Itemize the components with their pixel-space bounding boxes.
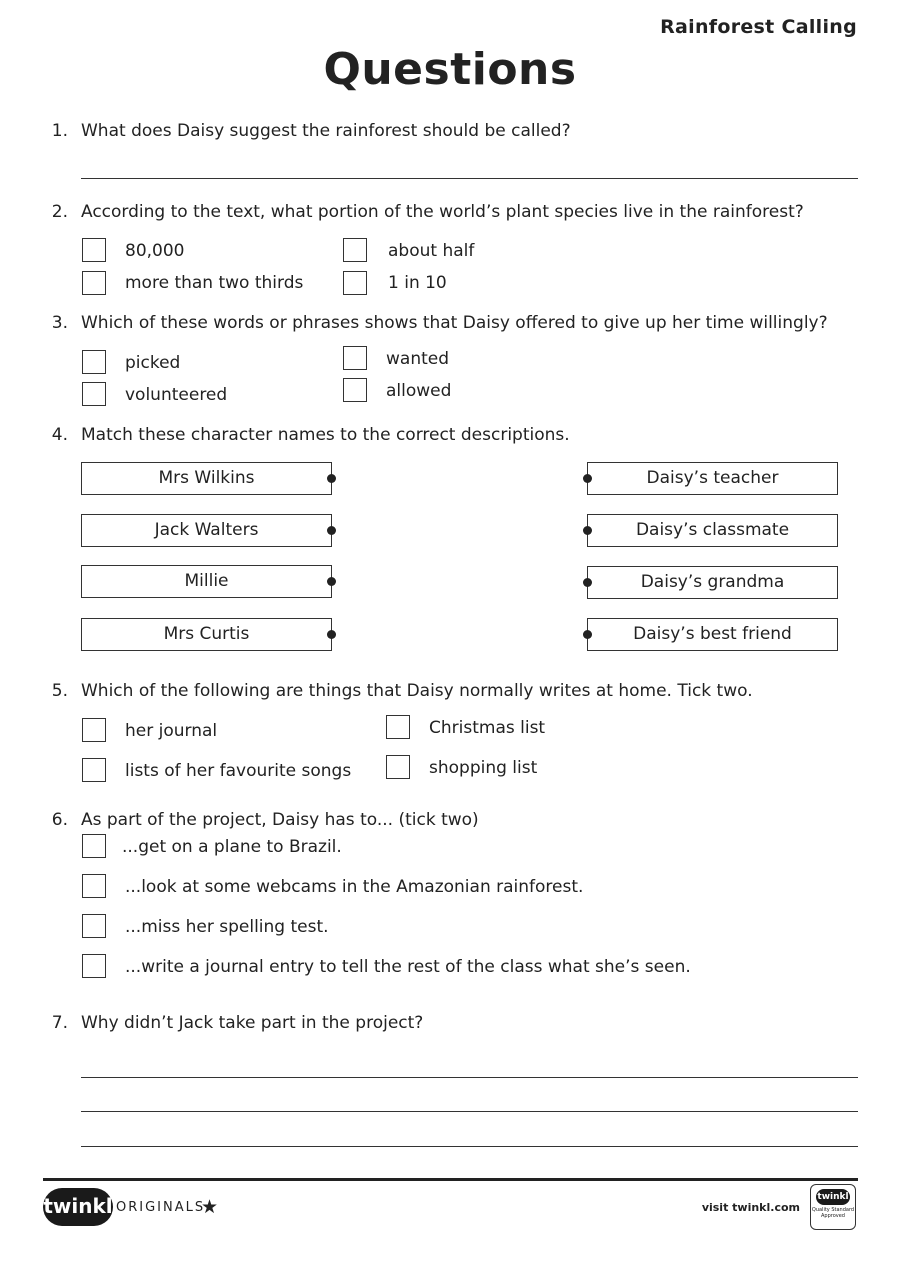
question-6-number: 6. xyxy=(51,810,68,830)
checkbox-q6-journal-entry[interactable] xyxy=(82,954,106,978)
page-title: Questions xyxy=(323,44,577,95)
option-q2-80000: 80,000 xyxy=(125,241,185,261)
quality-badge-icon xyxy=(810,1184,856,1230)
option-q5-shopping-list: shopping list xyxy=(429,758,538,778)
checkbox-q5-her-journal[interactable] xyxy=(82,718,106,742)
option-q3-wanted: wanted xyxy=(386,349,450,369)
option-q3-volunteered: volunteered xyxy=(125,385,228,405)
match-name-millie[interactable]: Millie xyxy=(81,565,332,598)
badge-logo: twinkl xyxy=(816,1189,850,1205)
twinkl-logo: twinkl xyxy=(43,1188,113,1226)
match-dot-left-3[interactable] xyxy=(327,577,336,586)
option-q5-favourite-songs: lists of her favourite songs xyxy=(125,761,352,781)
match-desc-teacher[interactable]: Daisy’s teacher xyxy=(587,462,838,495)
match-desc-best-friend[interactable]: Daisy’s best friend xyxy=(587,618,838,651)
question-6-text: As part of the project, Daisy has to... (tick two) xyxy=(81,810,479,830)
match-name-jack-walters[interactable]: Jack Walters xyxy=(81,514,332,547)
visit-link[interactable]: visit twinkl.com xyxy=(701,1201,800,1214)
match-desc-classmate[interactable]: Daisy’s classmate xyxy=(587,514,838,547)
option-q6-journal-entry: ...write a journal entry to tell the rest of the class what she’s seen. xyxy=(125,957,691,977)
checkbox-q2-about-half[interactable] xyxy=(343,238,367,262)
question-7-number: 7. xyxy=(51,1013,68,1033)
answer-line-q7-2[interactable] xyxy=(81,1111,858,1112)
option-q3-picked: picked xyxy=(125,353,181,373)
checkbox-q2-1-in-10[interactable] xyxy=(343,271,367,295)
checkbox-q3-picked[interactable] xyxy=(82,350,106,374)
checkbox-q6-webcams[interactable] xyxy=(82,874,106,898)
checkbox-q2-more-than-two-thirds[interactable] xyxy=(82,271,106,295)
checkbox-q6-spelling-test[interactable] xyxy=(82,914,106,938)
badge-text: Quality Standard Approved xyxy=(811,1207,855,1219)
originals-label: ORIGINALS xyxy=(116,1200,206,1215)
answer-line-q7-1[interactable] xyxy=(81,1077,858,1078)
checkbox-q3-volunteered[interactable] xyxy=(82,382,106,406)
match-dot-right-4[interactable] xyxy=(583,630,592,639)
checkbox-q5-shopping-list[interactable] xyxy=(386,755,410,779)
option-q2-more-than-two-thirds: more than two thirds xyxy=(125,273,304,293)
worksheet-series-title: Rainforest Calling xyxy=(660,16,857,38)
answer-line-q1[interactable] xyxy=(81,178,858,179)
question-2-text: According to the text, what portion of the world’s plant species live in the rainforest? xyxy=(81,202,804,222)
question-7-text: Why didn’t Jack take part in the project? xyxy=(81,1013,424,1033)
option-q2-1-in-10: 1 in 10 xyxy=(388,273,447,293)
question-1-number: 1. xyxy=(51,121,68,141)
option-q5-christmas-list: Christmas list xyxy=(429,718,546,738)
match-dot-left-2[interactable] xyxy=(327,526,336,535)
match-name-mrs-wilkins[interactable]: Mrs Wilkins xyxy=(81,462,332,495)
option-q6-plane: ...get on a plane to Brazil. xyxy=(122,837,342,857)
checkbox-q5-favourite-songs[interactable] xyxy=(82,758,106,782)
checkbox-q6-plane[interactable] xyxy=(82,834,106,858)
option-q5-her-journal: her journal xyxy=(125,721,218,741)
checkbox-q5-christmas-list[interactable] xyxy=(386,715,410,739)
question-4-text: Match these character names to the correct descriptions. xyxy=(81,425,570,445)
question-3-text: Which of these words or phrases shows that Daisy offered to give up her time willingly? xyxy=(81,313,828,333)
option-q2-about-half: about half xyxy=(388,241,475,261)
option-q3-allowed: allowed xyxy=(386,381,452,401)
footer-divider xyxy=(43,1178,858,1181)
question-4-number: 4. xyxy=(51,425,68,445)
question-1-text: What does Daisy suggest the rainforest should be called? xyxy=(81,121,571,141)
option-q6-spelling-test: ...miss her spelling test. xyxy=(125,917,329,937)
option-q6-webcams: ...look at some webcams in the Amazonian rainforest. xyxy=(125,877,584,897)
answer-line-q7-3[interactable] xyxy=(81,1146,858,1147)
match-dot-right-3[interactable] xyxy=(583,578,592,587)
match-desc-grandma[interactable]: Daisy’s grandma xyxy=(587,566,838,599)
checkbox-q3-wanted[interactable] xyxy=(343,346,367,370)
match-dot-left-4[interactable] xyxy=(327,630,336,639)
question-5-number: 5. xyxy=(51,681,68,701)
question-3-number: 3. xyxy=(51,313,68,333)
match-dot-right-2[interactable] xyxy=(583,526,592,535)
checkbox-q2-80000[interactable] xyxy=(82,238,106,262)
star-icon: ★ xyxy=(201,1196,219,1218)
question-2-number: 2. xyxy=(51,202,68,222)
question-5-text: Which of the following are things that Daisy normally writes at home. Tick two. xyxy=(81,681,753,701)
match-dot-left-1[interactable] xyxy=(327,474,336,483)
checkbox-q3-allowed[interactable] xyxy=(343,378,367,402)
match-dot-right-1[interactable] xyxy=(583,474,592,483)
match-name-mrs-curtis[interactable]: Mrs Curtis xyxy=(81,618,332,651)
